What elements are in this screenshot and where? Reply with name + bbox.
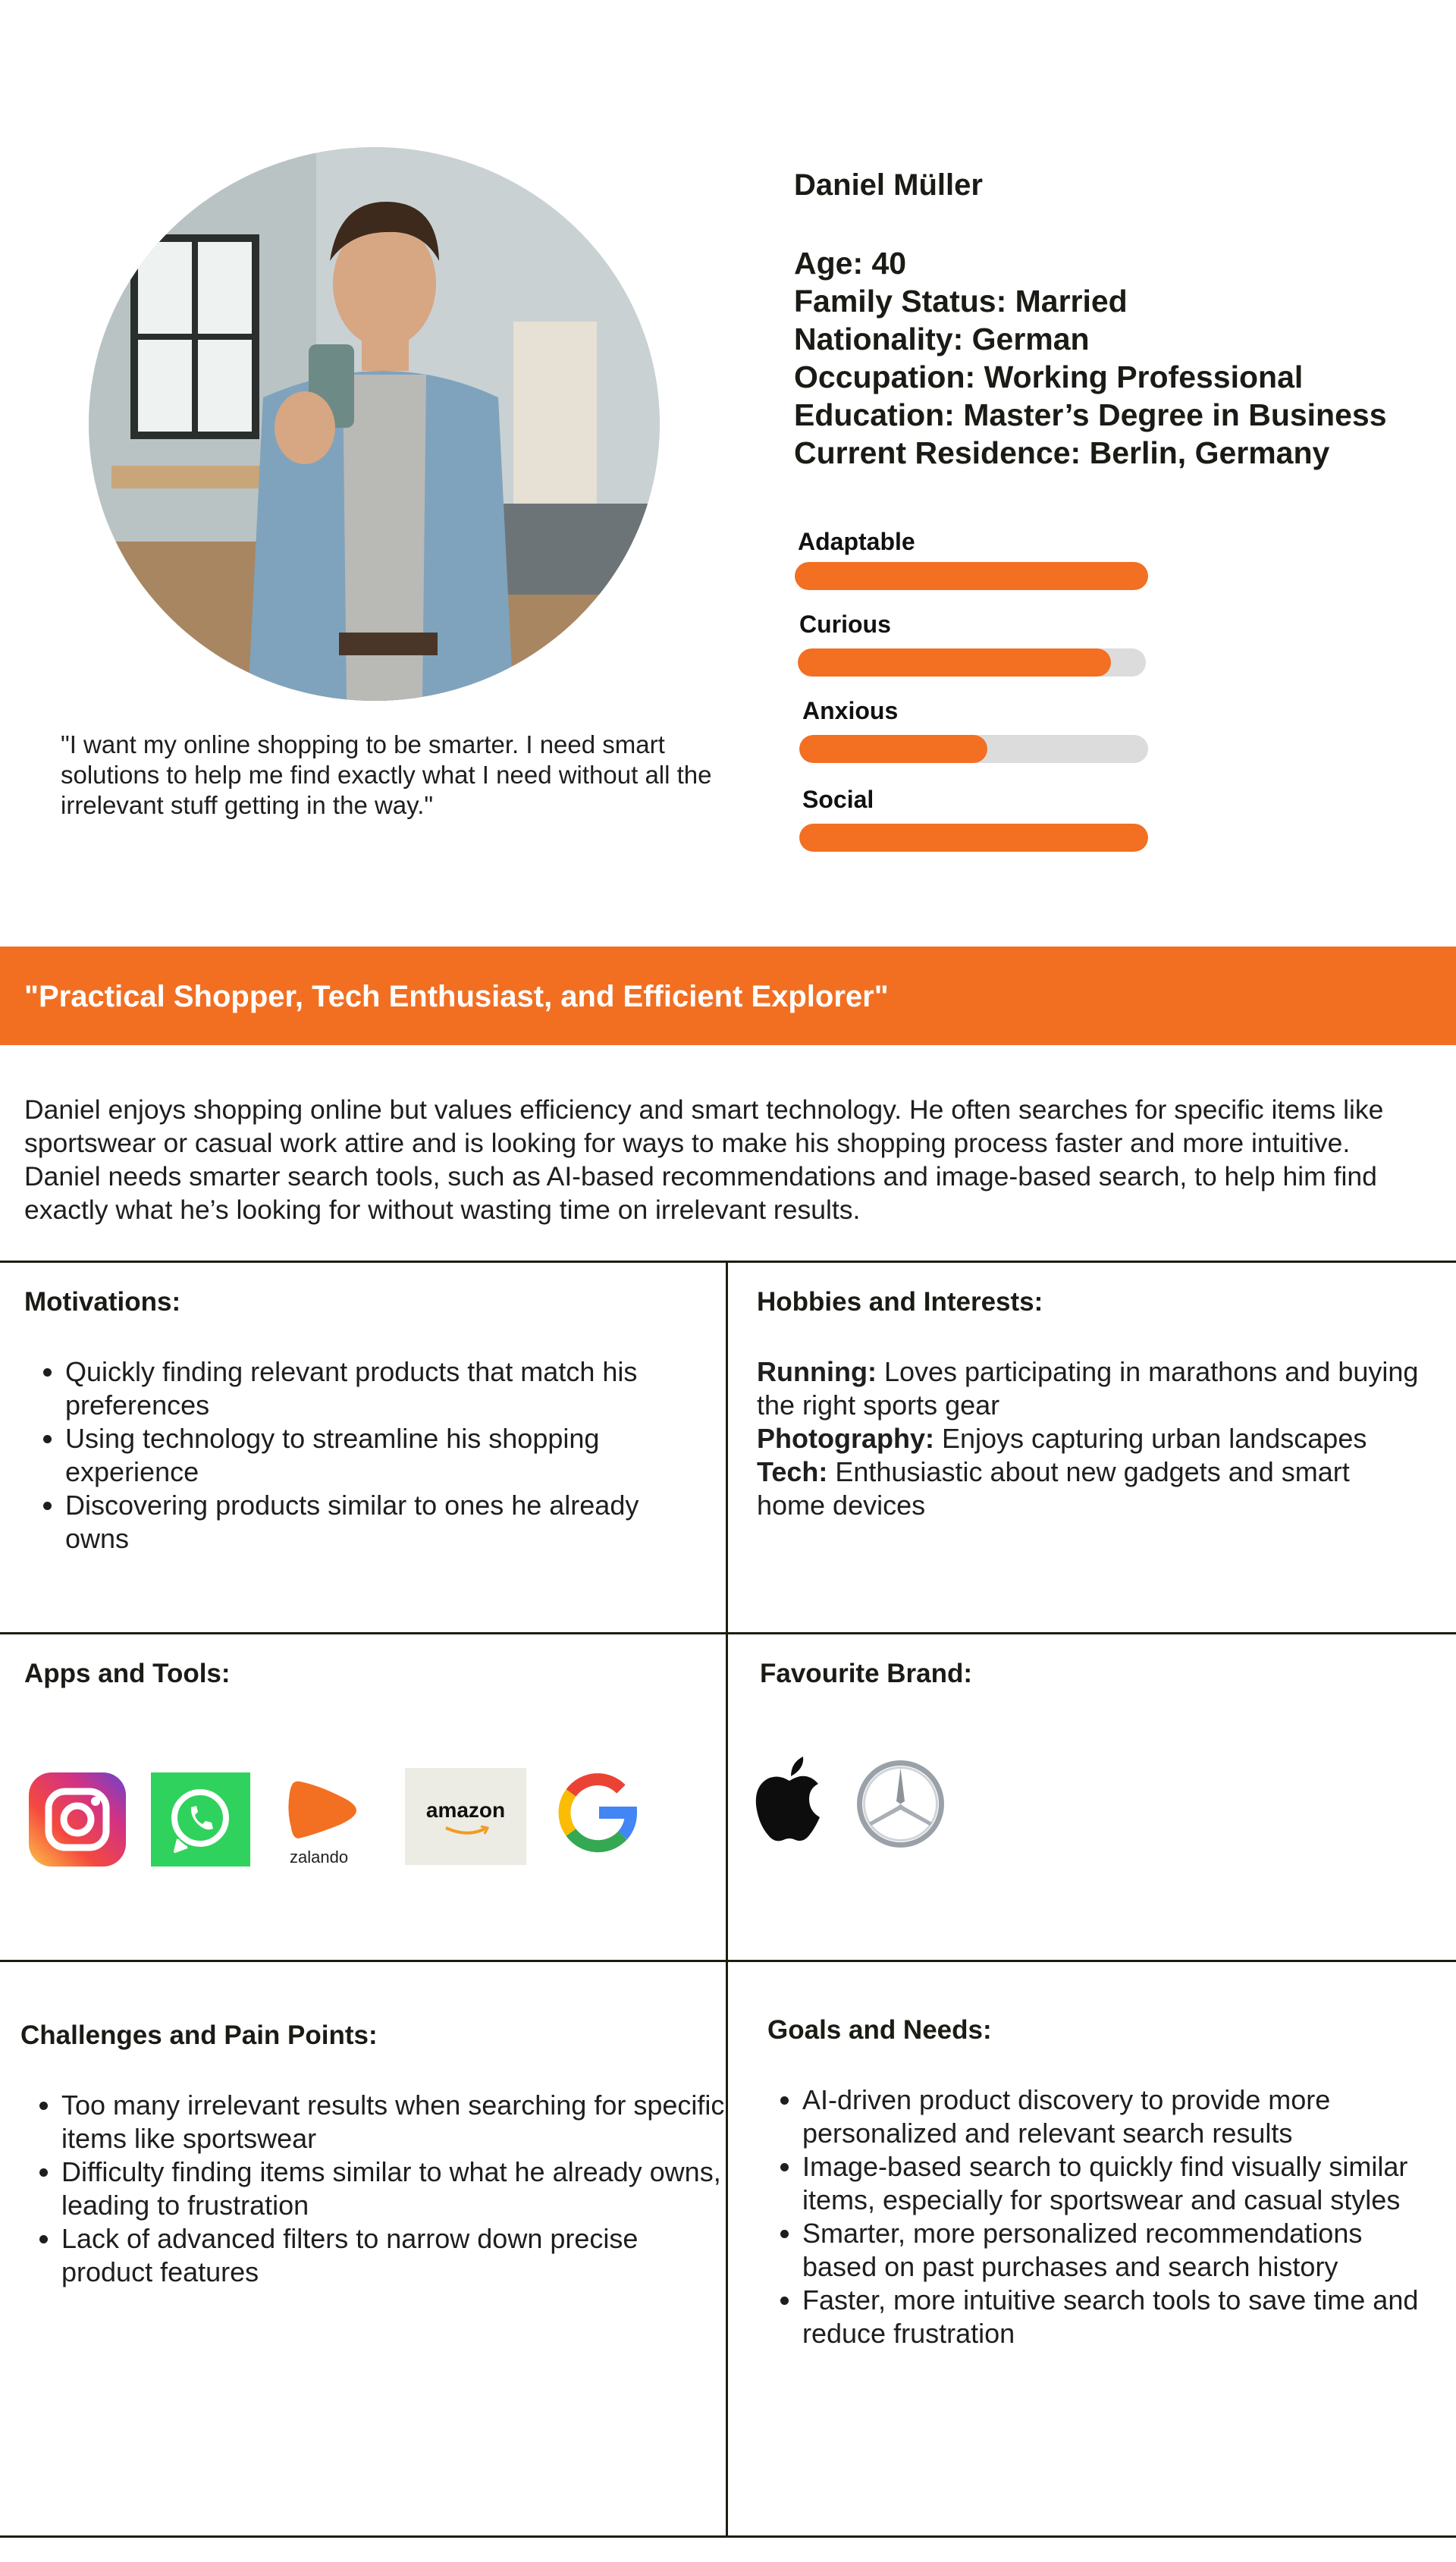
trait-bar-anxious <box>799 735 1148 763</box>
fact-age: Age: 40 <box>794 246 907 281</box>
hobbies-title: Hobbies and Interests: <box>757 1287 1043 1317</box>
trait-fill-anxious <box>799 735 987 763</box>
trait-fill-curious <box>798 648 1111 677</box>
list-item: • Quickly finding relevant products that match his preferences <box>65 1355 695 1422</box>
whatsapp-icon <box>151 1772 250 1867</box>
goals-list <box>761 2083 1424 2350</box>
fact-nationality: Nationality: German <box>794 322 1090 356</box>
challenges-title: Challenges and Pain Points: <box>20 2020 378 2050</box>
tagline-text: "Practical Shopper, Tech Enthusiast, and Efficient Explorer" <box>24 980 889 1013</box>
trait-fill-social <box>799 824 1148 852</box>
fact-family-status: Family Status: Married <box>794 284 1128 319</box>
hobby-text: Loves participating in marathons and buying the right sports gear <box>757 1356 1419 1421</box>
persona-facts <box>794 244 1387 472</box>
amazon-smile-icon <box>444 1826 490 1838</box>
trait-label-anxious: Anxious <box>802 697 899 724</box>
divider-bottom <box>0 2535 1456 2538</box>
hobby-text: Enjoys capturing urban landscapes <box>934 1423 1367 1454</box>
brands-title: Favourite Brand: <box>760 1659 973 1688</box>
goals-title: Goals and Needs: <box>767 2015 992 2045</box>
trait-fill-adaptable <box>795 562 1148 590</box>
hobby-running <box>757 1355 1424 1422</box>
list-item: • Using technology to streamline his shopping experience <box>65 1422 695 1489</box>
fact-education: Education: Master’s Degree in Business <box>794 397 1387 432</box>
hobby-tech <box>757 1455 1424 1522</box>
fact-occupation: Occupation: Working Professional <box>794 359 1304 394</box>
hobby-text: Enthusiastic about new gadgets and smart home devices <box>757 1456 1350 1521</box>
amazon-label: amazon <box>425 1798 506 1822</box>
hobby-photography <box>757 1422 1424 1455</box>
mercedes-icon <box>855 1759 946 1849</box>
persona-summary: Daniel enjoys shopping online but values efficiency and smart technology. He often searches for specific items like sportswear or casual work attire and is looking for ways to make his shopping process faster and more intuitive. Daniel needs smarter search tools, such as AI-based recommendations and image-based search, to help him find exactly what he’s looking for without wasting time on irrelevant results. <box>24 1094 1384 1225</box>
fact-residence: Current Residence: Berlin, Germany <box>794 435 1330 470</box>
hobby-label: Running: <box>757 1356 877 1387</box>
list-item: • Difficulty finding items similar to what he already owns, leading to frustration <box>61 2155 736 2222</box>
divider-center <box>726 1261 728 2538</box>
apple-icon <box>755 1755 824 1842</box>
amazon-icon <box>405 1768 526 1865</box>
trait-bar-curious <box>798 648 1146 677</box>
hobby-label: Photography: <box>757 1423 934 1454</box>
instagram-icon <box>29 1772 126 1867</box>
divider-row-2 <box>0 1960 1456 1962</box>
persona-photo-illustration <box>89 147 660 701</box>
motivations-title: Motivations: <box>24 1287 181 1317</box>
apps-title: Apps and Tools: <box>24 1659 231 1688</box>
trait-label-curious: Curious <box>799 611 891 638</box>
trait-bar-adaptable <box>795 562 1148 590</box>
list-item: • Discovering products similar to ones he already owns <box>65 1489 695 1556</box>
list-item: • Lack of advanced filters to narrow down precise product features <box>61 2222 736 2289</box>
list-item: • Too many irrelevant results when searching for specific items like sportswear <box>61 2089 736 2155</box>
trait-label-social: Social <box>802 786 874 813</box>
persona-photo <box>89 147 660 701</box>
divider-top <box>0 1261 1456 1263</box>
divider-row-1 <box>0 1632 1456 1634</box>
zalando-label: zalando <box>290 1848 349 1867</box>
motivations-list <box>24 1355 695 1556</box>
hobbies-list <box>757 1355 1424 1522</box>
list-item: • Faster, more intuitive search tools to save time and reduce frustration <box>802 2284 1424 2350</box>
persona-name: Daniel Müller <box>794 168 983 202</box>
trait-label-adaptable: Adaptable <box>798 528 915 555</box>
challenges-list <box>20 2089 736 2289</box>
hobby-label: Tech: <box>757 1456 828 1487</box>
zalando-icon <box>287 1778 359 1844</box>
trait-bar-social <box>799 824 1148 852</box>
persona-quote: "I want my online shopping to be smarter. I need smart solutions to help me find exactly what I need without all the irrelevant stuff getting in the way." <box>61 730 712 819</box>
list-item: • Image-based search to quickly find visually similar items, especially for sportswear and casual styles <box>802 2150 1424 2217</box>
google-icon <box>557 1772 638 1853</box>
list-item: • AI-driven product discovery to provide more personalized and relevant search results <box>802 2083 1424 2150</box>
list-item: • Smarter, more personalized recommendations based on past purchases and search history <box>802 2217 1424 2284</box>
